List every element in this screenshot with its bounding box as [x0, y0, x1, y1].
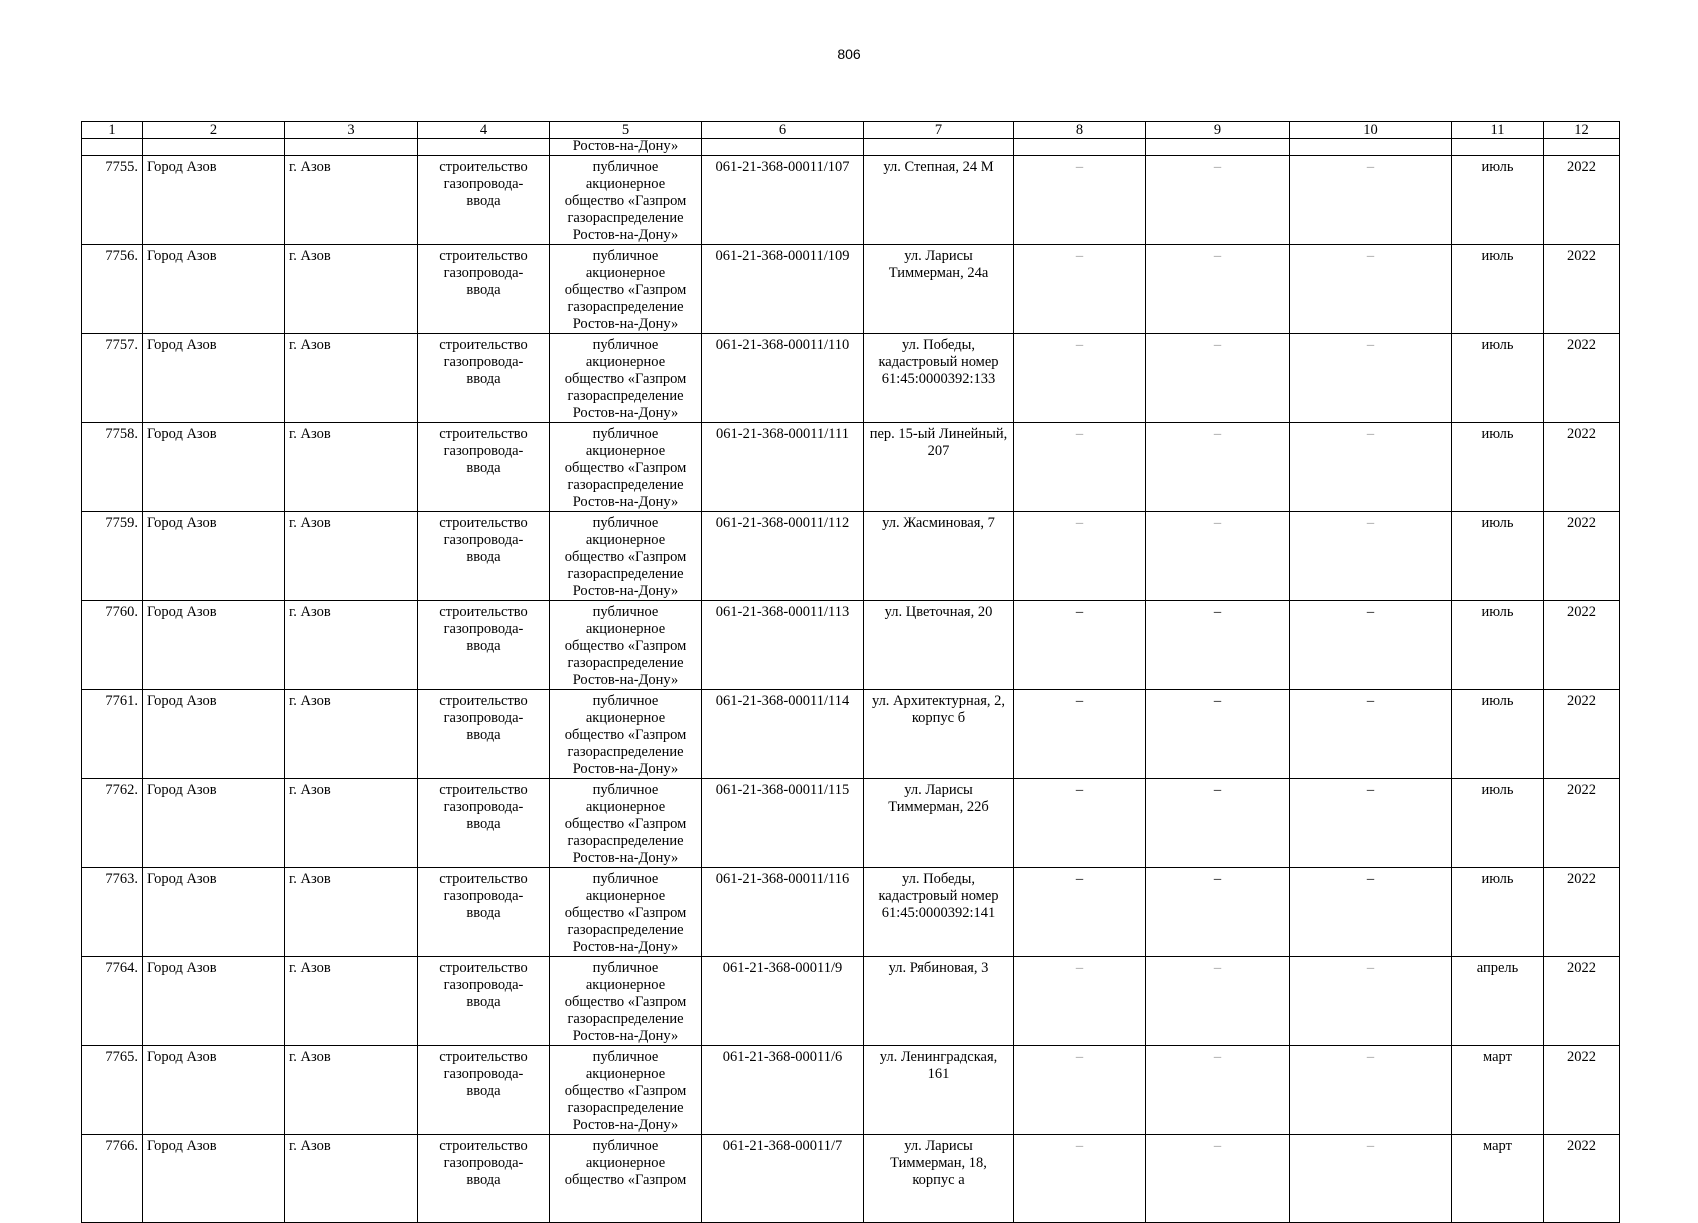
- address-cell: ул. Рябиновая, 3: [864, 957, 1014, 1046]
- column-number-header: 3: [285, 122, 418, 139]
- registry-code-cell: 061-21-368-00011/110: [702, 334, 864, 423]
- work-type-cell: строительство газопровода- ввода: [418, 1135, 550, 1223]
- year-cell: 2022: [1544, 512, 1620, 601]
- column-9-cell: –: [1146, 601, 1290, 690]
- year-cell: 2022: [1544, 156, 1620, 245]
- settlement-cell: г. Азов: [285, 423, 418, 512]
- month-cell: июль: [1452, 245, 1544, 334]
- municipality-cell: Город Азов: [143, 512, 285, 601]
- column-10-cell: –: [1290, 779, 1452, 868]
- settlement-cell: г. Азов: [285, 245, 418, 334]
- table-row: [82, 690, 1620, 779]
- owner-cell: публичное акционерное общество «Газпром газораспределение Ростов-на-Дону»: [550, 601, 702, 690]
- column-9-cell: –: [1146, 512, 1290, 601]
- column-9-cell: –: [1146, 779, 1290, 868]
- work-type-cell: строительство газопровода- ввода: [418, 779, 550, 868]
- settlement-cell: г. Азов: [285, 334, 418, 423]
- row-number-cell: 7761.: [82, 690, 143, 779]
- settlement-cell: г. Азов: [285, 1135, 418, 1223]
- settlement-cell: г. Азов: [285, 512, 418, 601]
- address-cell: ул. Ленинградская, 161: [864, 1046, 1014, 1135]
- column-9-cell: –: [1146, 334, 1290, 423]
- owner-cell: публичное акционерное общество «Газпром газораспределение Ростов-на-Дону»: [550, 690, 702, 779]
- month-cell: март: [1452, 1135, 1544, 1223]
- column-number-header: 2: [143, 122, 285, 139]
- municipality-cell: Город Азов: [143, 1135, 285, 1223]
- year-cell: 2022: [1544, 1046, 1620, 1135]
- month-cell: июль: [1452, 512, 1544, 601]
- address-cell: ул. Ларисы Тиммерман, 18, корпус а: [864, 1135, 1014, 1223]
- owner-cell: публичное акционерное общество «Газпром: [550, 1135, 702, 1223]
- column-number-header: 11: [1452, 122, 1544, 139]
- column-8-cell: –: [1014, 1046, 1146, 1135]
- municipality-cell: Город Азов: [143, 334, 285, 423]
- settlement-cell: г. Азов: [285, 601, 418, 690]
- month-cell: июль: [1452, 423, 1544, 512]
- municipality-cell: Город Азов: [143, 156, 285, 245]
- continuation-cell: Ростов-на-Дону»: [550, 139, 702, 156]
- registry-code-cell: 061-21-368-00011/113: [702, 601, 864, 690]
- table-row: [82, 1135, 1620, 1223]
- year-cell: 2022: [1544, 779, 1620, 868]
- owner-cell: публичное акционерное общество «Газпром газораспределение Ростов-на-Дону»: [550, 512, 702, 601]
- work-type-cell: строительство газопровода- ввода: [418, 868, 550, 957]
- year-cell: 2022: [1544, 957, 1620, 1046]
- address-cell: ул. Победы, кадастровый номер 61:45:0000392:141: [864, 868, 1014, 957]
- column-8-cell: –: [1014, 601, 1146, 690]
- column-9-cell: –: [1146, 690, 1290, 779]
- column-9-cell: –: [1146, 1046, 1290, 1135]
- column-9-cell: –: [1146, 1135, 1290, 1223]
- registry-code-cell: 061-21-368-00011/9: [702, 957, 864, 1046]
- month-cell: июль: [1452, 601, 1544, 690]
- table-row: [82, 512, 1620, 601]
- row-number-cell: 7760.: [82, 601, 143, 690]
- settlement-cell: г. Азов: [285, 156, 418, 245]
- column-10-cell: –: [1290, 868, 1452, 957]
- address-cell: ул. Жасминовая, 7: [864, 512, 1014, 601]
- municipality-cell: Город Азов: [143, 601, 285, 690]
- column-8-cell: –: [1014, 868, 1146, 957]
- column-number-header: 8: [1014, 122, 1146, 139]
- column-10-cell: –: [1290, 423, 1452, 512]
- column-8-cell: –: [1014, 423, 1146, 512]
- column-8-cell: –: [1014, 512, 1146, 601]
- table-row: [82, 957, 1620, 1046]
- row-number-cell: 7755.: [82, 156, 143, 245]
- owner-cell: публичное акционерное общество «Газпром газораспределение Ростов-на-Дону»: [550, 779, 702, 868]
- municipality-cell: Город Азов: [143, 1046, 285, 1135]
- row-number-cell: 7765.: [82, 1046, 143, 1135]
- work-type-cell: строительство газопровода- ввода: [418, 423, 550, 512]
- month-cell: июль: [1452, 334, 1544, 423]
- year-cell: 2022: [1544, 1135, 1620, 1223]
- column-number-header: 7: [864, 122, 1014, 139]
- column-9-cell: –: [1146, 156, 1290, 245]
- column-8-cell: –: [1014, 245, 1146, 334]
- registry-code-cell: 061-21-368-00011/114: [702, 690, 864, 779]
- table-row: [82, 156, 1620, 245]
- year-cell: 2022: [1544, 245, 1620, 334]
- column-number-header: 1: [82, 122, 143, 139]
- row-number-cell: 7762.: [82, 779, 143, 868]
- settlement-cell: г. Азов: [285, 957, 418, 1046]
- table-row: [82, 334, 1620, 423]
- column-number-header: 5: [550, 122, 702, 139]
- table-row: [82, 601, 1620, 690]
- settlement-cell: г. Азов: [285, 690, 418, 779]
- column-10-cell: –: [1290, 512, 1452, 601]
- column-10-cell: –: [1290, 1135, 1452, 1223]
- column-number-header: 9: [1146, 122, 1290, 139]
- table-row: [82, 423, 1620, 512]
- work-type-cell: строительство газопровода- ввода: [418, 957, 550, 1046]
- work-type-cell: строительство газопровода- ввода: [418, 245, 550, 334]
- registry-code-cell: 061-21-368-00011/109: [702, 245, 864, 334]
- column-10-cell: –: [1290, 1046, 1452, 1135]
- year-cell: 2022: [1544, 690, 1620, 779]
- owner-cell: публичное акционерное общество «Газпром газораспределение Ростов-на-Дону»: [550, 245, 702, 334]
- column-10-cell: –: [1290, 334, 1452, 423]
- column-number-header: 6: [702, 122, 864, 139]
- registry-code-cell: 061-21-368-00011/116: [702, 868, 864, 957]
- registry-code-cell: 061-21-368-00011/7: [702, 1135, 864, 1223]
- municipality-cell: Город Азов: [143, 690, 285, 779]
- work-type-cell: строительство газопровода- ввода: [418, 690, 550, 779]
- municipality-cell: Город Азов: [143, 868, 285, 957]
- registry-code-cell: 061-21-368-00011/6: [702, 1046, 864, 1135]
- table-row: [82, 1046, 1620, 1135]
- column-9-cell: –: [1146, 957, 1290, 1046]
- continuation-row: [82, 139, 1620, 156]
- owner-cell: публичное акционерное общество «Газпром газораспределение Ростов-на-Дону»: [550, 868, 702, 957]
- month-cell: июль: [1452, 779, 1544, 868]
- column-number-header: 12: [1544, 122, 1620, 139]
- column-8-cell: –: [1014, 690, 1146, 779]
- address-cell: пер. 15-ый Линейный, 207: [864, 423, 1014, 512]
- owner-cell: публичное акционерное общество «Газпром газораспределение Ростов-на-Дону»: [550, 1046, 702, 1135]
- month-cell: март: [1452, 1046, 1544, 1135]
- settlement-cell: г. Азов: [285, 779, 418, 868]
- column-9-cell: –: [1146, 423, 1290, 512]
- work-type-cell: строительство газопровода- ввода: [418, 156, 550, 245]
- registry-code-cell: 061-21-368-00011/111: [702, 423, 864, 512]
- column-10-cell: –: [1290, 156, 1452, 245]
- column-number-header: 10: [1290, 122, 1452, 139]
- column-9-cell: –: [1146, 868, 1290, 957]
- row-number-cell: 7758.: [82, 423, 143, 512]
- address-cell: ул. Степная, 24 М: [864, 156, 1014, 245]
- work-type-cell: строительство газопровода- ввода: [418, 334, 550, 423]
- column-number-row: [82, 122, 1620, 139]
- table-row: [82, 779, 1620, 868]
- work-type-cell: строительство газопровода- ввода: [418, 512, 550, 601]
- column-8-cell: –: [1014, 334, 1146, 423]
- row-number-cell: 7766.: [82, 1135, 143, 1223]
- address-cell: ул. Цветочная, 20: [864, 601, 1014, 690]
- address-cell: ул. Победы, кадастровый номер 61:45:0000392:133: [864, 334, 1014, 423]
- owner-cell: публичное акционерное общество «Газпром газораспределение Ростов-на-Дону»: [550, 423, 702, 512]
- column-number-header: 4: [418, 122, 550, 139]
- row-number-cell: 7757.: [82, 334, 143, 423]
- registry-code-cell: 061-21-368-00011/107: [702, 156, 864, 245]
- column-10-cell: –: [1290, 601, 1452, 690]
- owner-cell: публичное акционерное общество «Газпром газораспределение Ростов-на-Дону»: [550, 156, 702, 245]
- year-cell: 2022: [1544, 423, 1620, 512]
- month-cell: июль: [1452, 156, 1544, 245]
- work-type-cell: строительство газопровода- ввода: [418, 1046, 550, 1135]
- column-10-cell: –: [1290, 690, 1452, 779]
- address-cell: ул. Ларисы Тиммерман, 22б: [864, 779, 1014, 868]
- settlement-cell: г. Азов: [285, 1046, 418, 1135]
- table-row: [82, 245, 1620, 334]
- month-cell: июль: [1452, 868, 1544, 957]
- column-8-cell: –: [1014, 156, 1146, 245]
- municipality-cell: Город Азов: [143, 423, 285, 512]
- owner-cell: публичное акционерное общество «Газпром газораспределение Ростов-на-Дону»: [550, 957, 702, 1046]
- table-row: [82, 868, 1620, 957]
- column-8-cell: –: [1014, 779, 1146, 868]
- year-cell: 2022: [1544, 868, 1620, 957]
- municipality-cell: Город Азов: [143, 245, 285, 334]
- row-number-cell: 7759.: [82, 512, 143, 601]
- column-8-cell: –: [1014, 1135, 1146, 1223]
- year-cell: 2022: [1544, 601, 1620, 690]
- row-number-cell: 7764.: [82, 957, 143, 1046]
- address-cell: ул. Ларисы Тиммерман, 24а: [864, 245, 1014, 334]
- settlement-cell: г. Азов: [285, 868, 418, 957]
- work-type-cell: строительство газопровода- ввода: [418, 601, 550, 690]
- year-cell: 2022: [1544, 334, 1620, 423]
- registry-code-cell: 061-21-368-00011/115: [702, 779, 864, 868]
- column-8-cell: –: [1014, 957, 1146, 1046]
- table-body: [82, 122, 1620, 1223]
- address-cell: ул. Архитектурная, 2, корпус б: [864, 690, 1014, 779]
- municipality-cell: Город Азов: [143, 957, 285, 1046]
- month-cell: июль: [1452, 690, 1544, 779]
- registry-table: [81, 121, 1620, 1223]
- column-10-cell: –: [1290, 957, 1452, 1046]
- municipality-cell: Город Азов: [143, 779, 285, 868]
- registry-code-cell: 061-21-368-00011/112: [702, 512, 864, 601]
- row-number-cell: 7763.: [82, 868, 143, 957]
- month-cell: апрель: [1452, 957, 1544, 1046]
- column-9-cell: –: [1146, 245, 1290, 334]
- row-number-cell: 7756.: [82, 245, 143, 334]
- page-number: 806: [837, 46, 861, 62]
- column-10-cell: –: [1290, 245, 1452, 334]
- owner-cell: публичное акционерное общество «Газпром газораспределение Ростов-на-Дону»: [550, 334, 702, 423]
